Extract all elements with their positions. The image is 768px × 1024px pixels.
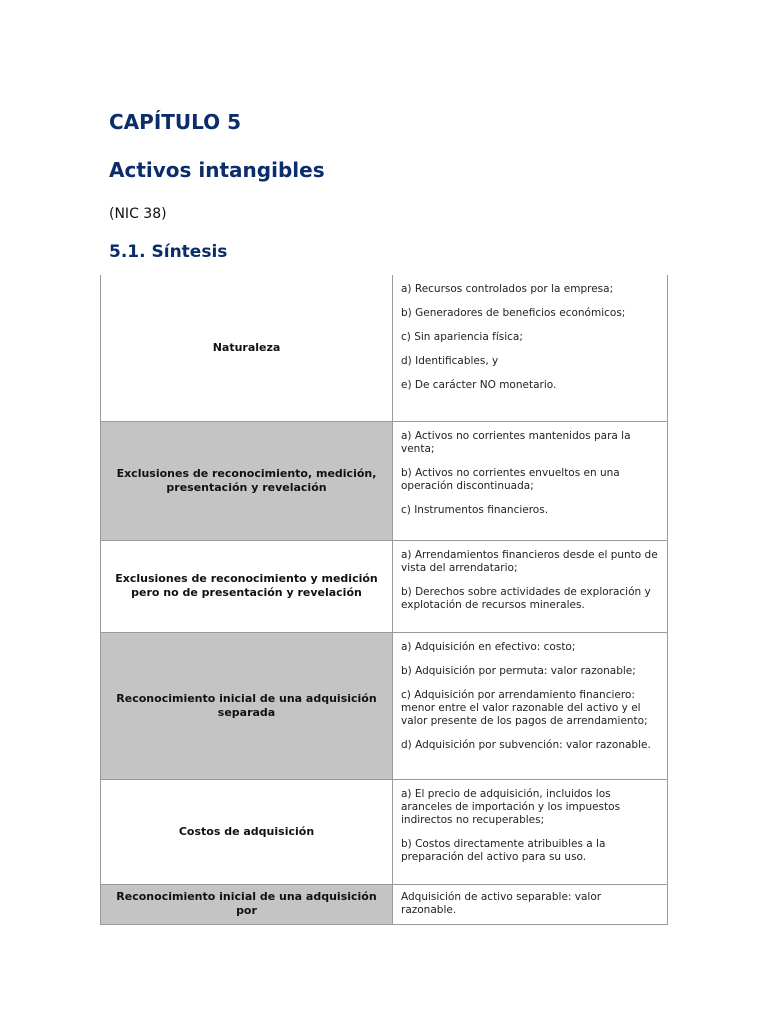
table-row: [101, 275, 668, 421]
table-row: [101, 540, 668, 632]
row-label: Exclusiones de reconocimiento, medición, presentación y revelación: [101, 421, 393, 540]
list-item: b) Generadores de beneficios económicos;: [401, 307, 626, 319]
row-content: [393, 421, 668, 540]
row-label: Costos de adquisición: [101, 779, 393, 884]
section-heading: 5.1. Síntesis: [109, 242, 228, 262]
list-item: d) Adquisición por subvención: valor razonable.: [401, 738, 651, 751]
synthesis-table: [100, 275, 668, 925]
row-content: [393, 884, 668, 924]
row-label: Naturaleza: [101, 275, 393, 421]
list-item: b) Activos no corrientes envueltos en una operación discontinuada;: [401, 466, 620, 492]
row-content: [393, 275, 668, 421]
table-row: [101, 884, 668, 924]
table-row: [101, 632, 668, 779]
list-item: d) Identificables, y: [401, 355, 499, 367]
row-content: [393, 632, 668, 779]
row-content: [393, 779, 668, 884]
list-item: b) Costos directamente atribuibles a la preparación del activo para su uso.: [401, 837, 606, 863]
list-item: c) Instrumentos financieros.: [401, 503, 549, 516]
page-title: Activos intangibles: [109, 158, 325, 182]
list-item: c) Sin apariencia física;: [401, 331, 523, 343]
row-label: Reconocimiento inicial de una adquisición separada: [101, 632, 393, 779]
list-item: a) Adquisición en efectivo: costo;: [401, 640, 576, 653]
list-item: a) El precio de adquisición, incluidos los aranceles de importación y los impuestos indirectos no recuperables;: [401, 787, 621, 826]
standard-reference: (NIC 38): [109, 206, 167, 222]
list-item: a) Recursos controlados por la empresa;: [401, 283, 614, 295]
list-item: b) Derechos sobre actividades de exploración y explotación de recursos minerales.: [401, 585, 651, 611]
row-label: Exclusiones de reconocimiento y medición pero no de presentación y revelación: [101, 540, 393, 632]
list-item: a) Arrendamientos financieros desde el punto de vista del arrendatario;: [401, 548, 658, 574]
list-item: b) Adquisición por permuta: valor razonable;: [401, 664, 636, 677]
list-item: c) Adquisición por arrendamiento financiero: menor entre el valor razonable del activo y el valor presente de los pagos de arrendamiento;: [401, 688, 648, 727]
list-item: e) De carácter NO monetario.: [401, 379, 557, 391]
list-item: Adquisición de activo separable: valor razonable.: [401, 891, 602, 916]
row-content: [393, 540, 668, 632]
table-row: [101, 421, 668, 540]
chapter-heading: CAPÍTULO 5: [109, 110, 242, 134]
table-row: [101, 779, 668, 884]
list-item: a) Activos no corrientes mantenidos para la venta;: [401, 429, 631, 455]
row-label: Reconocimiento inicial de una adquisición por: [101, 884, 393, 924]
